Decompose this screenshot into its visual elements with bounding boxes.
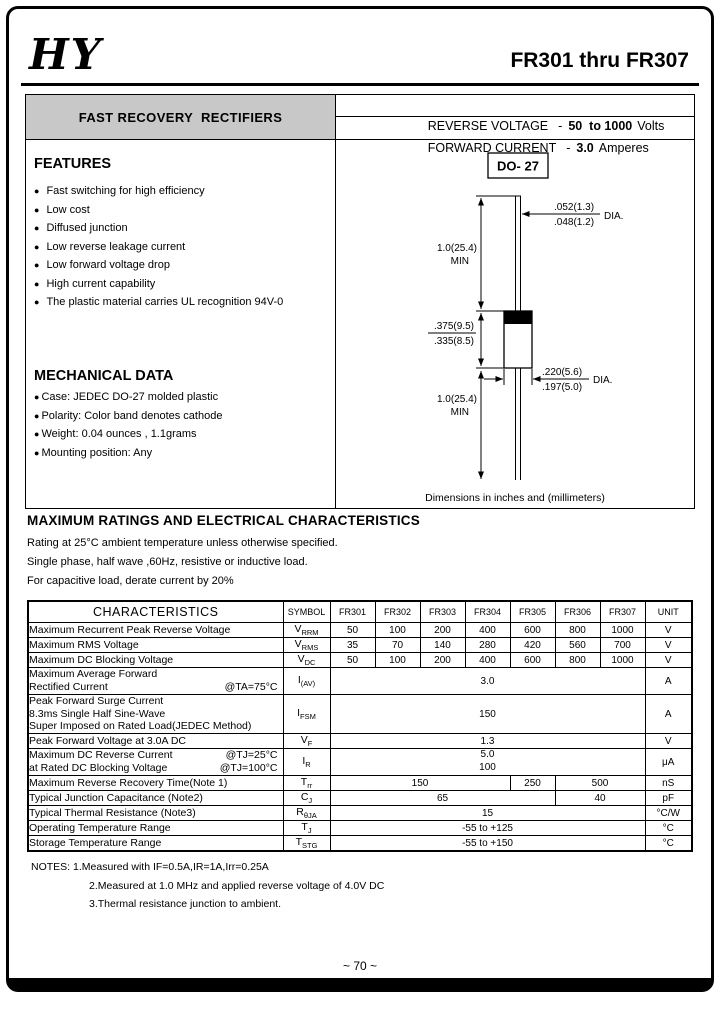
table-header-row <box>28 601 692 623</box>
top-lead <box>515 196 520 311</box>
value-cell: 35 <box>330 638 375 653</box>
bottom-lead <box>515 368 520 480</box>
unit-cell: °C <box>645 821 692 836</box>
column-header: FR304 <box>465 601 510 623</box>
characteristic-name: Maximum Reverse Recovery Time(Note 1) <box>28 775 283 790</box>
value-cell: 100 <box>375 653 420 668</box>
characteristic-name: Maximum DC Reverse Current @TJ=25°C at Rated DC Blocking Voltage @TJ=100°C <box>28 749 283 776</box>
table-row <box>28 775 692 790</box>
page-header <box>9 9 711 77</box>
symbol-cell: $V_{DC}$ <box>283 653 330 668</box>
symbol-cell: $V_F$ <box>283 734 330 749</box>
value-cell: 800 <box>555 653 600 668</box>
table-body <box>28 623 692 852</box>
feature-item: ● The plastic material carries UL recognition 94V-0 <box>34 297 331 308</box>
value-cell: 150 <box>330 775 510 790</box>
notes-section <box>31 858 711 914</box>
forward-current-unit: Amperes <box>598 141 649 155</box>
column-header: FR307 <box>600 601 645 623</box>
column-header: FR303 <box>420 601 465 623</box>
value-cell: 800 <box>555 623 600 638</box>
package-name-box <box>488 153 548 178</box>
package-label: DO- 27 <box>496 158 539 174</box>
do-27-package-drawing <box>338 140 693 480</box>
bottom-lead-length-value: 1.0(25.4) <box>436 394 477 405</box>
forward-current-value: 3.0 <box>576 141 594 155</box>
forward-current-dash: - <box>566 141 571 155</box>
value-cell: 600 <box>510 623 555 638</box>
top-lead-length-dimension <box>476 196 516 309</box>
value-cell: 200 <box>420 623 465 638</box>
feature-item: ● Low cost <box>34 205 331 216</box>
characteristics-table <box>27 600 693 852</box>
feature-item: ● Fast switching for high efficiency <box>34 186 331 197</box>
value-cell: 400 <box>465 623 510 638</box>
characteristic-name: Peak Forward Surge Current 8.3ms Single Half Sine-Wave Super Imposed on Rated Load(JEDEC Method) <box>28 694 283 733</box>
electrical-summary <box>336 95 694 155</box>
value-cell: 70 <box>375 638 420 653</box>
value-cell: 500 <box>555 775 645 790</box>
feature-item: ● High current capability <box>34 279 331 290</box>
characteristic-name: Peak Forward Voltage at 3.0A DC <box>28 734 283 749</box>
note-line: NOTES: 1.Measured with IF=0.5A,IR=1A,Irr=0.25A <box>31 861 269 874</box>
dimensions-caption: Dimensions in inches and (millimeters) <box>425 492 605 504</box>
feature-item: ● Diffused junction <box>34 223 331 234</box>
reverse-voltage-spec <box>336 95 694 133</box>
column-header: CHARACTERISTICS <box>28 601 283 623</box>
unit-cell: °C/W <box>645 806 692 821</box>
table-row <box>28 791 692 806</box>
value-cell: 400 <box>465 653 510 668</box>
symbol-cell: $V_{RRM}$ <box>283 623 330 638</box>
feature-item: ● Low forward voltage drop <box>34 260 331 271</box>
symbol-cell: $T_{STG}$ <box>283 836 330 852</box>
cathode-band <box>504 311 532 324</box>
value-cell: 600 <box>510 653 555 668</box>
symbol-cell: $I_{(AV)}$ <box>283 668 330 695</box>
unit-cell: A <box>645 694 692 733</box>
unit-cell: μA <box>645 749 692 776</box>
table-row <box>28 638 692 653</box>
characteristic-name: Maximum RMS Voltage <box>28 638 283 653</box>
value-cell: 40 <box>555 791 645 806</box>
value-cell: 50 <box>330 623 375 638</box>
ratings-condition: For capacitive load, derate current by 20% <box>27 575 234 587</box>
top-lead-length-value: 1.0(25.4) <box>436 243 477 254</box>
table-row <box>28 821 692 836</box>
value-cell: 1000 <box>600 653 645 668</box>
mechanical-item: ● Mounting position: Any <box>34 448 331 459</box>
value-cell: 280 <box>465 638 510 653</box>
value-cell: 100 <box>375 623 420 638</box>
brand-logo: HY <box>29 30 103 79</box>
characteristic-name: Typical Junction Capacitance (Note2) <box>28 791 283 806</box>
value-cell: 1000 <box>600 623 645 638</box>
mechanical-data-list <box>34 392 331 459</box>
column-header: FR301 <box>330 601 375 623</box>
reverse-voltage-value: 50 to 1000 <box>568 119 633 133</box>
maximum-ratings-section <box>27 513 693 591</box>
mechanical-item: ● Case: JEDEC DO-27 molded plastic <box>34 392 331 403</box>
datasheet-page <box>6 6 714 992</box>
unit-cell: V <box>645 653 692 668</box>
symbol-cell: $R_{\theta JA}$ <box>283 806 330 821</box>
unit-cell: pF <box>645 791 692 806</box>
ratings-heading: MAXIMUM RATINGS AND ELECTRICAL CHARACTERISTICS <box>27 513 420 528</box>
value-cell: 50 <box>330 653 375 668</box>
mechanical-item: ● Polarity: Color band denotes cathode <box>34 411 331 422</box>
characteristic-name: Maximum DC Blocking Voltage <box>28 653 283 668</box>
unit-cell: V <box>645 638 692 653</box>
top-lead-length-min: MIN <box>450 256 469 267</box>
features-heading: FEATURES <box>34 156 112 172</box>
value-cell: 150 <box>330 694 645 733</box>
features-column <box>26 140 336 508</box>
unit-cell: nS <box>645 775 692 790</box>
symbol-cell: $I_R$ <box>283 749 330 776</box>
mechanical-item: ● Weight: 0.04 ounces , 1.1grams <box>34 429 331 440</box>
package-drawing-panel <box>336 140 694 508</box>
characteristic-name: Storage Temperature Range <box>28 836 283 852</box>
body-diameter-dia: DIA. <box>592 375 612 386</box>
unit-cell: V <box>645 623 692 638</box>
characteristic-name: Operating Temperature Range <box>28 821 283 836</box>
bottom-lead-length-dimension <box>476 371 521 480</box>
note-line: 2.Measured at 1.0 MHz and applied reverse voltage of 4.0V DC <box>89 879 385 892</box>
value-cell: 65 <box>330 791 555 806</box>
reverse-voltage-label: REVERSE VOLTAGE <box>427 119 549 133</box>
value-cell: -55 to +150 <box>330 836 645 852</box>
value-cell: 5.0 100 <box>330 749 645 776</box>
column-header: FR302 <box>375 601 420 623</box>
features-list <box>34 186 331 308</box>
product-type-label: FAST RECOVERY RECTIFIERS <box>26 95 336 139</box>
summary-and-drawing-box <box>25 94 695 509</box>
unit-cell: A <box>645 668 692 695</box>
symbol-cell: $C_J$ <box>283 791 330 806</box>
column-header: UNIT <box>645 601 692 623</box>
body-diameter-max: .220(5.6) <box>541 367 582 378</box>
table-row <box>28 653 692 668</box>
table-row <box>28 668 692 695</box>
feature-item: ● Low reverse leakage current <box>34 242 331 253</box>
symbol-cell: $V_{RMS}$ <box>283 638 330 653</box>
lead-diameter-max: .052(1.3) <box>553 202 594 213</box>
page-number: ~ 70 ~ <box>342 959 378 973</box>
value-cell: 1.3 <box>330 734 645 749</box>
diode-outline <box>504 196 532 480</box>
header-divider <box>21 83 699 86</box>
unit-cell: V <box>645 734 692 749</box>
mechanical-data-heading: MECHANICAL DATA <box>34 368 174 384</box>
body-length-max: .375(9.5) <box>433 321 474 332</box>
table-row <box>28 749 692 776</box>
value-cell: 700 <box>600 638 645 653</box>
value-cell: 560 <box>555 638 600 653</box>
table-row <box>28 806 692 821</box>
column-header: FR306 <box>555 601 600 623</box>
value-cell: 15 <box>330 806 645 821</box>
characteristic-name: Maximum Average Forward Rectified Current @TA=75°C <box>28 668 283 695</box>
ratings-condition: Single phase, half wave ,60Hz, resistive or inductive load. <box>27 556 308 568</box>
ratings-condition: Rating at 25°C ambient temperature unless otherwise specified. <box>27 537 338 549</box>
note-line: 3.Thermal resistance junction to ambient. <box>89 898 282 911</box>
bottom-lead-length-min: MIN <box>450 407 469 418</box>
symbol-cell: $I_{FSM}$ <box>283 694 330 733</box>
table-row <box>28 734 692 749</box>
value-cell: -55 to +125 <box>330 821 645 836</box>
reverse-voltage-dash: - <box>558 119 563 133</box>
symbol-cell: $T_J$ <box>283 821 330 836</box>
summary-row <box>26 95 694 155</box>
column-header: SYMBOL <box>283 601 330 623</box>
forward-current-label: FORWARD CURRENT <box>427 141 557 155</box>
table-row <box>28 836 692 852</box>
lead-diameter-dia: DIA. <box>603 211 623 222</box>
column-header: FR305 <box>510 601 555 623</box>
symbol-cell: $T_{rr}$ <box>283 775 330 790</box>
value-cell: 420 <box>510 638 555 653</box>
body-diameter-min: .197(5.0) <box>541 382 582 393</box>
characteristic-name: Typical Thermal Resistance (Note3) <box>28 806 283 821</box>
features-and-drawing-row <box>26 140 694 508</box>
value-cell: 250 <box>510 775 555 790</box>
unit-cell: °C <box>645 836 692 852</box>
table-row <box>28 623 692 638</box>
body-length-min: .335(8.5) <box>433 336 474 347</box>
value-cell: 140 <box>420 638 465 653</box>
value-cell: 3.0 <box>330 668 645 695</box>
characteristic-name: Maximum Recurrent Peak Reverse Voltage <box>28 623 283 638</box>
page-title: FR301 thru FR307 <box>510 49 689 72</box>
value-cell: 200 <box>420 653 465 668</box>
table-row <box>28 694 692 733</box>
lead-diameter-min: .048(1.2) <box>553 217 594 228</box>
reverse-voltage-unit: Volts <box>637 119 665 133</box>
